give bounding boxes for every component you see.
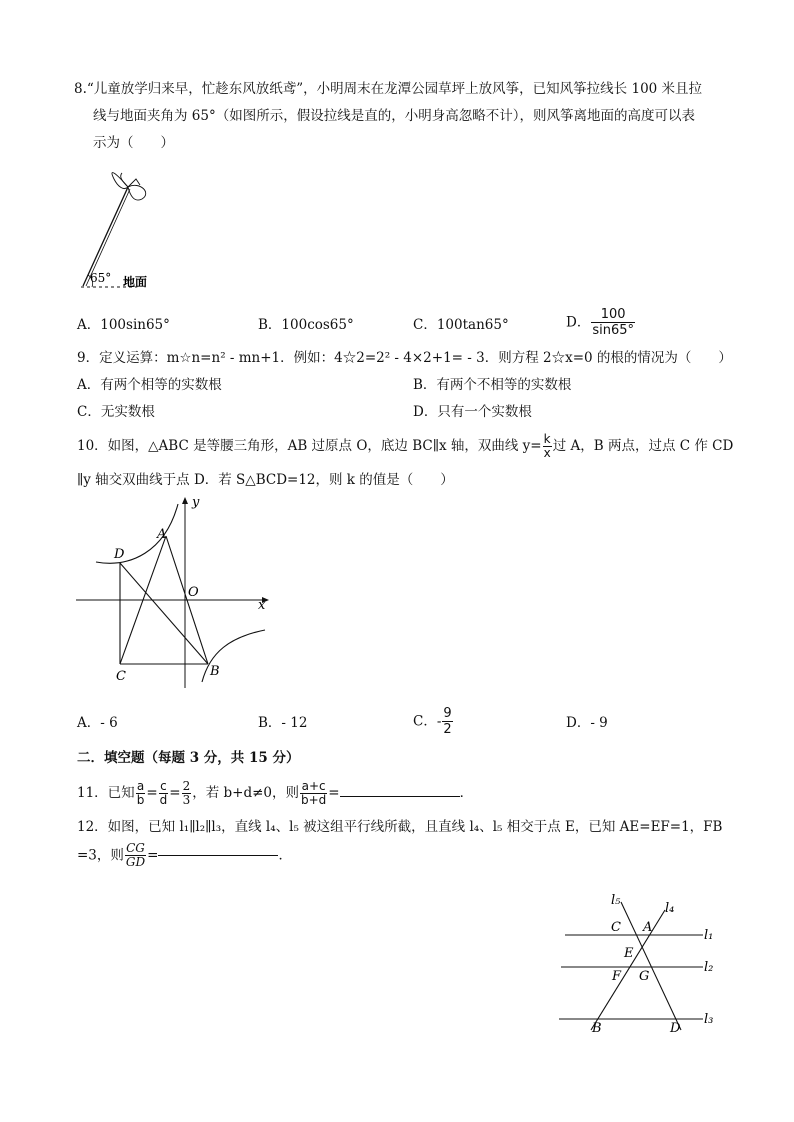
- fraction-denominator: b: [136, 793, 145, 807]
- label-f: F: [612, 969, 622, 984]
- q8-option-a: A．100sin65°: [77, 317, 170, 333]
- q12-end: ．: [278, 847, 292, 864]
- q10-option-c: [413, 706, 454, 737]
- y-axis-arrow-icon: [182, 497, 188, 504]
- label-d: D: [670, 1021, 681, 1036]
- fraction-numerator: a+c: [301, 779, 326, 793]
- line-l4: [591, 910, 665, 1030]
- kite-icon: [112, 173, 146, 200]
- q10-option-d: D．- 9: [566, 715, 608, 731]
- q10-option-b: B．- 12: [258, 715, 308, 731]
- q12-text-line2: [77, 842, 292, 869]
- fraction-denominator: d: [159, 793, 168, 807]
- q11-end: ．: [459, 785, 474, 801]
- label-o: O: [188, 585, 199, 600]
- q12-text-line1: 12．如图，已知 l₁∥l₂∥l₃，直线 l₄、l₅ 被这组平行线所截，且直线 l₄、l₅ 相交于点 E，已知 AE=EF=1，FB: [77, 819, 723, 835]
- hyperbola-figure: [70, 492, 280, 697]
- label-y: y: [192, 495, 200, 510]
- q10-text-part2: 过 A，B 两点，过点 C 作 CD: [552, 438, 734, 454]
- q8-text-line2: 线与地面夹角为 65°（如图所示，假设拉线是直的，小明身高忽略不计），则风筝离地面的高度可以表: [93, 108, 695, 124]
- fraction-numerator: a: [136, 779, 145, 793]
- label-d: D: [114, 547, 125, 562]
- label-c: C: [611, 920, 621, 935]
- fraction-denominator: 3: [182, 793, 191, 807]
- fraction-numerator: 100: [591, 307, 635, 323]
- segment-db: [120, 563, 208, 664]
- q11-fraction-a-b: [136, 780, 146, 807]
- label-c: C: [116, 669, 126, 684]
- q8-option-d-fraction: [591, 307, 635, 338]
- label-l1: l₁: [704, 928, 714, 943]
- q11-answer-blank[interactable]: [340, 796, 460, 797]
- label-b: B: [592, 1021, 602, 1036]
- q8-option-c: C．100tan65°: [413, 317, 509, 333]
- parallel-lines-figure: [555, 888, 725, 1038]
- q10-option-c-fraction: [442, 706, 452, 737]
- q10-text-part1: 10．如图，△ABC 是等腰三角形，AB 过原点 O，底边 BC∥x 轴，双曲线 y=: [77, 438, 542, 454]
- q9-option-d: D．只有一个实数根: [413, 404, 532, 420]
- fraction-denominator: sin65°: [592, 323, 634, 338]
- fraction-denominator: 2: [443, 722, 452, 737]
- q8-text-line1: 8.“儿童放学归来早，忙趁东风放纸鸢”，小明周末在龙潭公园草坪上放风筝，已知风筝拉线长 100 米且拉: [74, 81, 703, 97]
- equals-sign: =: [146, 785, 158, 801]
- fraction-denominator: x: [543, 446, 551, 460]
- q11-condition: ，若 b+d≠0，则: [192, 785, 299, 801]
- equals-sign: =: [147, 847, 159, 864]
- q11-fraction-c-d: [159, 780, 169, 807]
- label-l4: l₄: [665, 901, 675, 916]
- label-a: A: [643, 920, 653, 935]
- label-e: E: [624, 946, 634, 961]
- q8-option-b: B．100cos65°: [258, 317, 354, 333]
- ground-label: 地面: [123, 275, 148, 289]
- fraction-denominator: GD: [125, 855, 146, 869]
- kite-figure: [78, 165, 178, 293]
- fraction-denominator: b+d: [301, 793, 327, 807]
- q11-text: [77, 780, 473, 807]
- q10-fraction: [543, 433, 552, 460]
- label-l3: l₃: [704, 1012, 714, 1027]
- equals-sign: =: [169, 785, 181, 801]
- q9-option-c: C．无实数根: [77, 404, 155, 420]
- fraction-numerator: 9: [443, 706, 452, 721]
- section-title: 二．填空题（每题 3 分，共 15 分）: [77, 750, 300, 766]
- q8-option-d-label: D．: [566, 314, 591, 331]
- q12-fraction: [125, 842, 146, 869]
- fraction-numerator: c: [160, 779, 167, 793]
- q10-text-line1: [77, 433, 733, 460]
- label-x: x: [258, 598, 266, 613]
- q11-prefix: 11．已知: [77, 785, 135, 801]
- q10-text-line2: ∥y 轴交双曲线于点 D．若 S△BCD=12，则 k 的值是（ ）: [77, 472, 454, 488]
- q10-option-a: A．- 6: [77, 715, 118, 731]
- q11-fraction-2-3: [182, 780, 192, 807]
- fraction-numerator: k: [543, 432, 551, 446]
- q8-option-d: [566, 307, 636, 338]
- fraction-numerator: CG: [126, 841, 145, 855]
- q12-text-part1: =3，则: [77, 847, 124, 864]
- fraction-numerator: 2: [182, 779, 191, 793]
- q10-option-c-label: C．-: [413, 713, 442, 730]
- label-g: G: [639, 969, 650, 984]
- label-a: A: [157, 527, 167, 542]
- label-b: B: [210, 664, 220, 679]
- label-l5: l₅: [611, 893, 621, 908]
- q9-option-a: A．有两个相等的实数根: [77, 377, 222, 393]
- angle-label: 65°: [90, 271, 112, 285]
- q11-fraction-sum: [300, 780, 327, 807]
- q9-option-b: B．有两个不相等的实数根: [413, 377, 572, 393]
- equals-sign: =: [328, 785, 340, 801]
- label-l2: l₂: [704, 960, 714, 975]
- q8-text-line3: 示为（ ）: [93, 135, 174, 151]
- q12-answer-blank[interactable]: [158, 855, 278, 856]
- q9-text-line1: 9．定义运算：m☆n=n² - mn+1．例如：4☆2=2² - 4×2+1= - 3．则方程 2☆x=0 的根的情况为（ ）: [77, 350, 732, 366]
